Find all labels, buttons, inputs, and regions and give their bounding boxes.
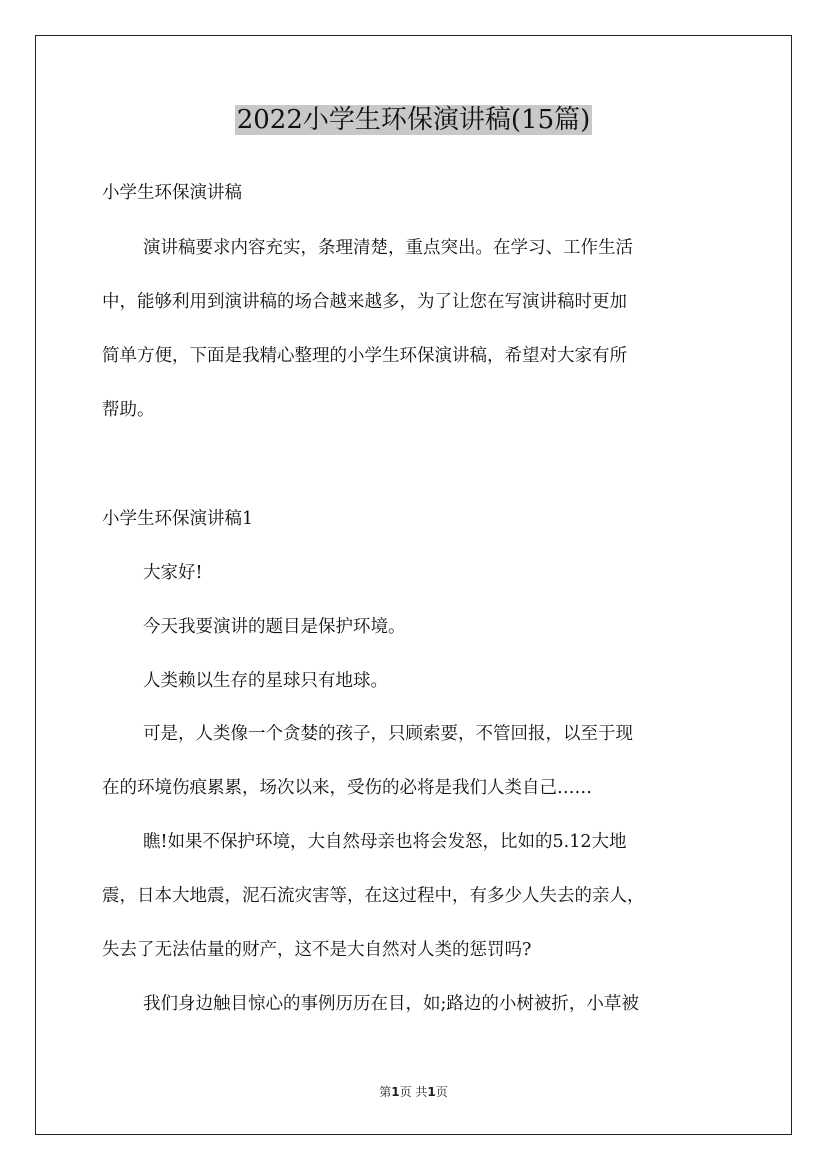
speech-line: 瞧!如果不保护环境，大自然母亲也将会发怒，比如的5.12大地	[143, 832, 627, 852]
intro-line: 帮助。	[102, 400, 155, 420]
speech-line: 震，日本大地震，泥石流灾害等，在这过程中，有多少人失去的亲人，	[102, 886, 645, 906]
section-heading: 小学生环保演讲稿	[102, 183, 242, 203]
document-title	[0, 100, 827, 140]
document-title-text: 2022小学生环保演讲稿(15篇)	[236, 105, 591, 135]
footer-page-total: 1	[427, 1085, 436, 1099]
footer-page-suffix: 页	[435, 1085, 448, 1099]
speech-heading: 小学生环保演讲稿1	[102, 509, 254, 529]
intro-line: 中，能够利用到演讲稿的场合越来越多，为了让您在写演讲稿时更加	[102, 292, 627, 312]
speech-line: 人类赖以生存的星球只有地球。	[143, 671, 388, 691]
footer-page-current: 1	[391, 1085, 400, 1099]
footer-page-mid: 页 共	[399, 1085, 428, 1099]
speech-line: 今天我要演讲的题目是保护环境。	[143, 617, 406, 637]
footer-page-prefix: 第	[379, 1085, 392, 1099]
speech-line: 大家好!	[143, 563, 203, 583]
speech-line: 可是，人类像一个贪婪的孩子，只顾索要，不管回报，以至于现	[143, 724, 633, 744]
intro-line: 简单方便，下面是我精心整理的小学生环保演讲稿，希望对大家有所	[102, 346, 627, 366]
speech-line: 我们身边触目惊心的事例历历在目，如;路边的小树被折，小草被	[143, 994, 639, 1014]
intro-line: 演讲稿要求内容充实，条理清楚，重点突出。在学习、工作生活	[143, 238, 633, 258]
speech-line: 失去了无法估量的财产，这不是大自然对人类的惩罚吗?	[102, 940, 532, 960]
page-footer	[0, 1083, 827, 1100]
speech-line: 在的环境伤痕累累，场次以来，受伤的必将是我们人类自己……	[102, 778, 592, 798]
